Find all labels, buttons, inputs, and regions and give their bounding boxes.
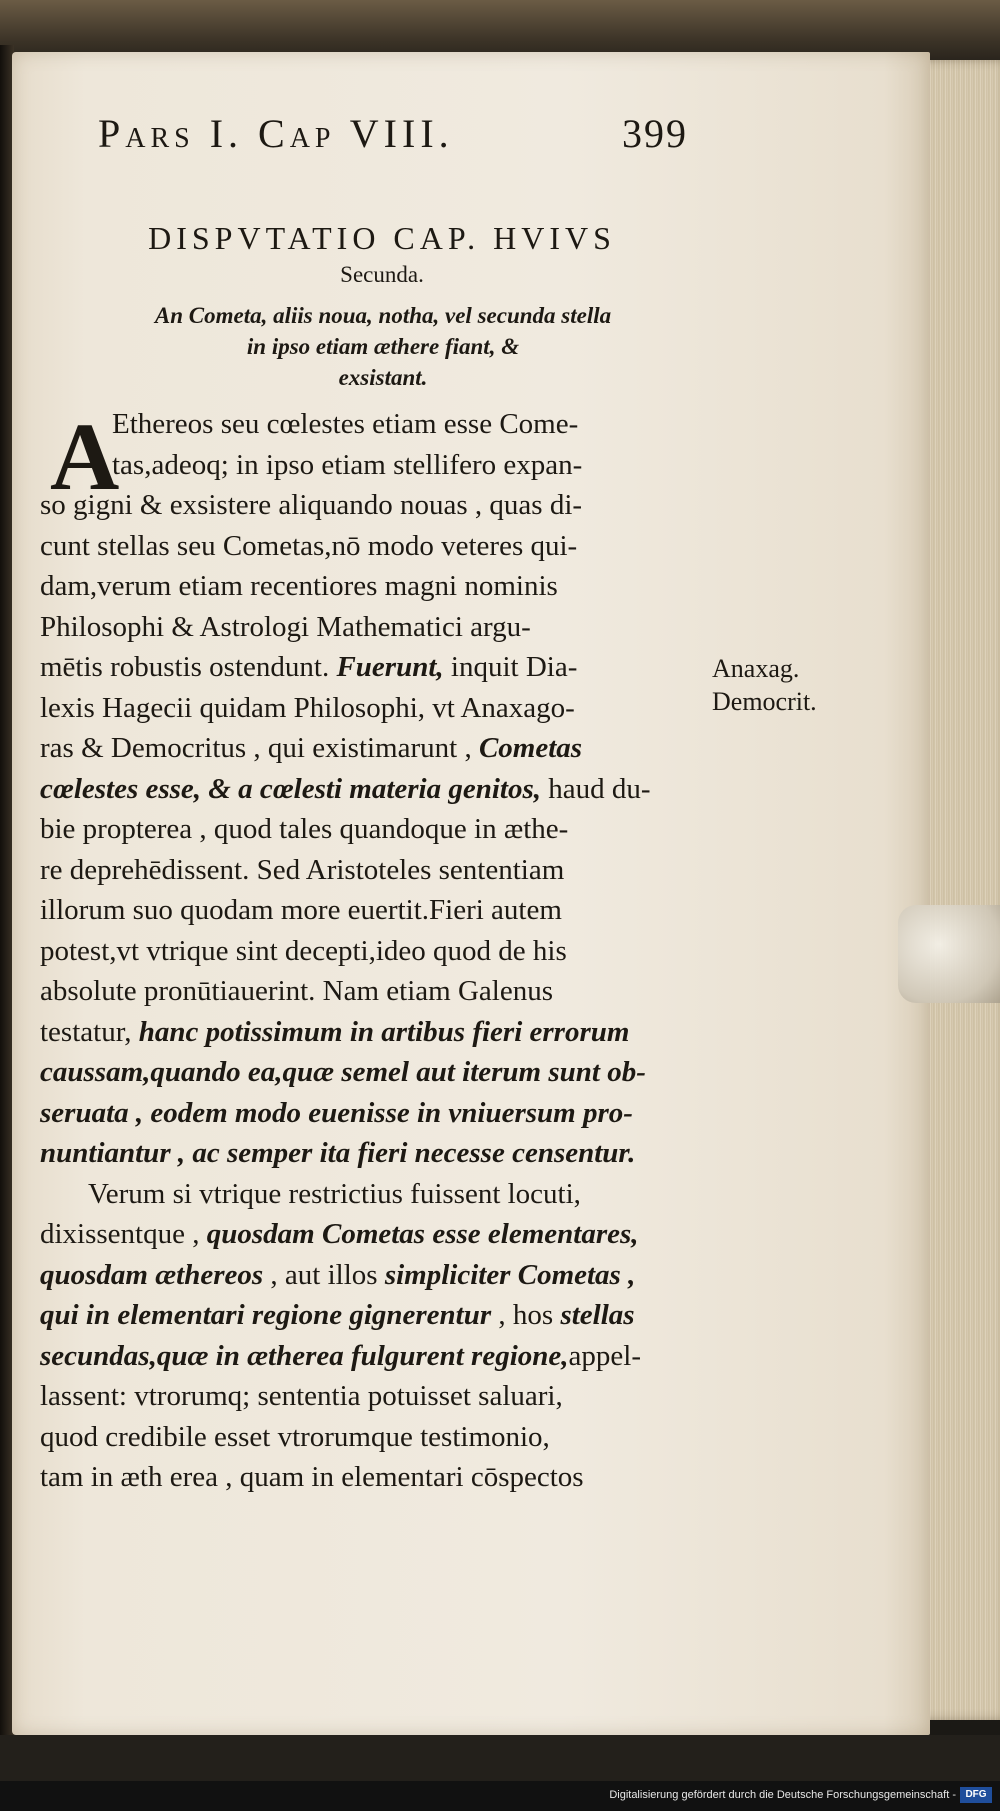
- roman-span: ras & Democritus , qui existimarunt ,: [40, 732, 479, 764]
- question-line: exsistant.: [338, 365, 428, 390]
- roman-span: Ethereos seu cœlestes etiam esse Come-: [112, 408, 579, 440]
- text-line: [40, 607, 720, 648]
- text-line: [40, 1012, 720, 1053]
- text-line: [40, 1457, 720, 1498]
- text-line: [40, 1336, 720, 1377]
- italic-span: caussam,quando ea,quæ semel aut iterum sunt ob-: [40, 1056, 646, 1088]
- roman-span: , aut illos: [263, 1258, 385, 1291]
- text-line: [40, 688, 720, 729]
- roman-span: inquit Dia-: [443, 651, 578, 683]
- italic-span: Cometas: [478, 732, 583, 764]
- italic-span: quosdam Cometas esse elementares,: [206, 1218, 639, 1250]
- text-line: [40, 971, 720, 1012]
- roman-span: Verum si vtrique restrictius fuissent locuti,: [88, 1177, 581, 1210]
- roman-span: appel-: [568, 1339, 641, 1372]
- roman-span: tas,adeoq; in ipso etiam stellifero expan-: [112, 448, 583, 481]
- roman-span: tam in æth erea , quam in elementari cōspectos: [40, 1461, 584, 1493]
- text-line: [40, 850, 720, 891]
- text-line: [40, 526, 720, 567]
- text-line: [40, 566, 720, 607]
- margin-note-anaxagoras: Anaxag.: [712, 654, 800, 683]
- question-line: An Cometa, aliis noua, notha, vel secunda stella: [154, 303, 612, 328]
- text-line: [40, 931, 720, 972]
- roman-span: so gigni & exsistere aliquando nouas , quas di-: [40, 489, 583, 521]
- italic-span: secundas,quæ in ætherea fulgurent regione,: [40, 1339, 569, 1372]
- italic-span: quosdam æthereos: [40, 1258, 264, 1291]
- roman-span: cunt stellas seu Cometas,nō modo veteres qui-: [40, 529, 578, 562]
- roman-span: testatur,: [40, 1015, 139, 1048]
- text-line: [40, 1214, 720, 1255]
- text-line: [40, 1052, 720, 1093]
- roman-span: illorum suo quodam more euertit.Fieri autem: [40, 894, 562, 926]
- running-head: [98, 110, 688, 170]
- roman-span: quod credibile esset vtrorumque testimonio,: [40, 1420, 550, 1453]
- text-line: [40, 809, 720, 850]
- dfg-logo: DFG: [960, 1787, 992, 1803]
- text-line: [40, 485, 720, 526]
- roman-span: dam,verum etiam recentiores magni nominis: [40, 570, 558, 602]
- page-number: 399: [622, 111, 688, 156]
- italic-span: cœlestes esse, & a cœlesti materia genitos,: [40, 772, 541, 805]
- text-line: [40, 1255, 720, 1296]
- text-line: [40, 1295, 720, 1336]
- italic-span: Fuerunt,: [336, 651, 444, 683]
- roman-span: dixissentque ,: [40, 1218, 207, 1250]
- text-line: [40, 728, 720, 769]
- italic-span: stellas: [560, 1299, 635, 1331]
- text-line: [40, 1093, 720, 1134]
- roman-span: lexis Hagecii quidam Philosophi, vt Anaxago-: [40, 691, 575, 724]
- drop-capital: A: [50, 403, 120, 510]
- text-line: [40, 1376, 720, 1417]
- italic-span: qui in elementari regione gignerentur: [40, 1299, 492, 1331]
- italic-span: hanc potissimum in artibus fieri errorum: [138, 1015, 630, 1048]
- book-bottom-edge: [0, 1735, 1000, 1781]
- text-line: [40, 1174, 720, 1215]
- text-line: [40, 1133, 720, 1174]
- roman-span: absolute pronūtiauerint. Nam etiam Galenus: [40, 975, 553, 1007]
- italic-span: simpliciter Cometas ,: [384, 1258, 636, 1291]
- question-line: in ipso etiam æthere fiant, &: [246, 334, 520, 359]
- running-head-title: Pars I. Cap VIII.: [98, 111, 454, 156]
- section-subheading: Secunda.: [340, 262, 424, 287]
- roman-span: , hos: [491, 1299, 561, 1331]
- text-line: [40, 647, 720, 688]
- roman-span: re deprehēdissent. Sed Aristoteles sententiam: [40, 853, 565, 886]
- text-line: [40, 404, 720, 445]
- text-line: [40, 445, 720, 486]
- section-heading: DISPVTATIO CAP. HVIVS: [148, 220, 616, 256]
- italic-span: nuntiantur , ac semper ita fieri necesse censentur.: [40, 1137, 636, 1169]
- book-page: [12, 52, 930, 1735]
- question-heading: [78, 300, 688, 393]
- page-clip: [898, 905, 1000, 1003]
- footer-credit: Digitalisierung gefördert durch die Deutsche Forschungsgemeinschaft -: [609, 1789, 956, 1801]
- text-line: [40, 769, 720, 810]
- roman-span: mētis robustis ostendunt.: [40, 651, 337, 683]
- margin-note-democritus: Democrit.: [712, 687, 817, 716]
- roman-span: Philosophi & Astrologi Mathematici argu-: [40, 610, 531, 643]
- body-text: [40, 404, 720, 1498]
- roman-span: bie propterea , quod tales quandoque in æthe-: [40, 813, 569, 845]
- text-line: [40, 890, 720, 931]
- footer-bar: [0, 1781, 1000, 1811]
- roman-span: lassent: vtrorumq; sententia potuisset saluari,: [40, 1380, 563, 1412]
- roman-span: potest,vt vtrique sint decepti,ideo quod de his: [40, 934, 567, 967]
- italic-span: seruata , eodem modo euenisse in vniuersum pro-: [40, 1096, 633, 1129]
- text-line: [40, 1417, 720, 1458]
- roman-span: haud du-: [541, 772, 651, 805]
